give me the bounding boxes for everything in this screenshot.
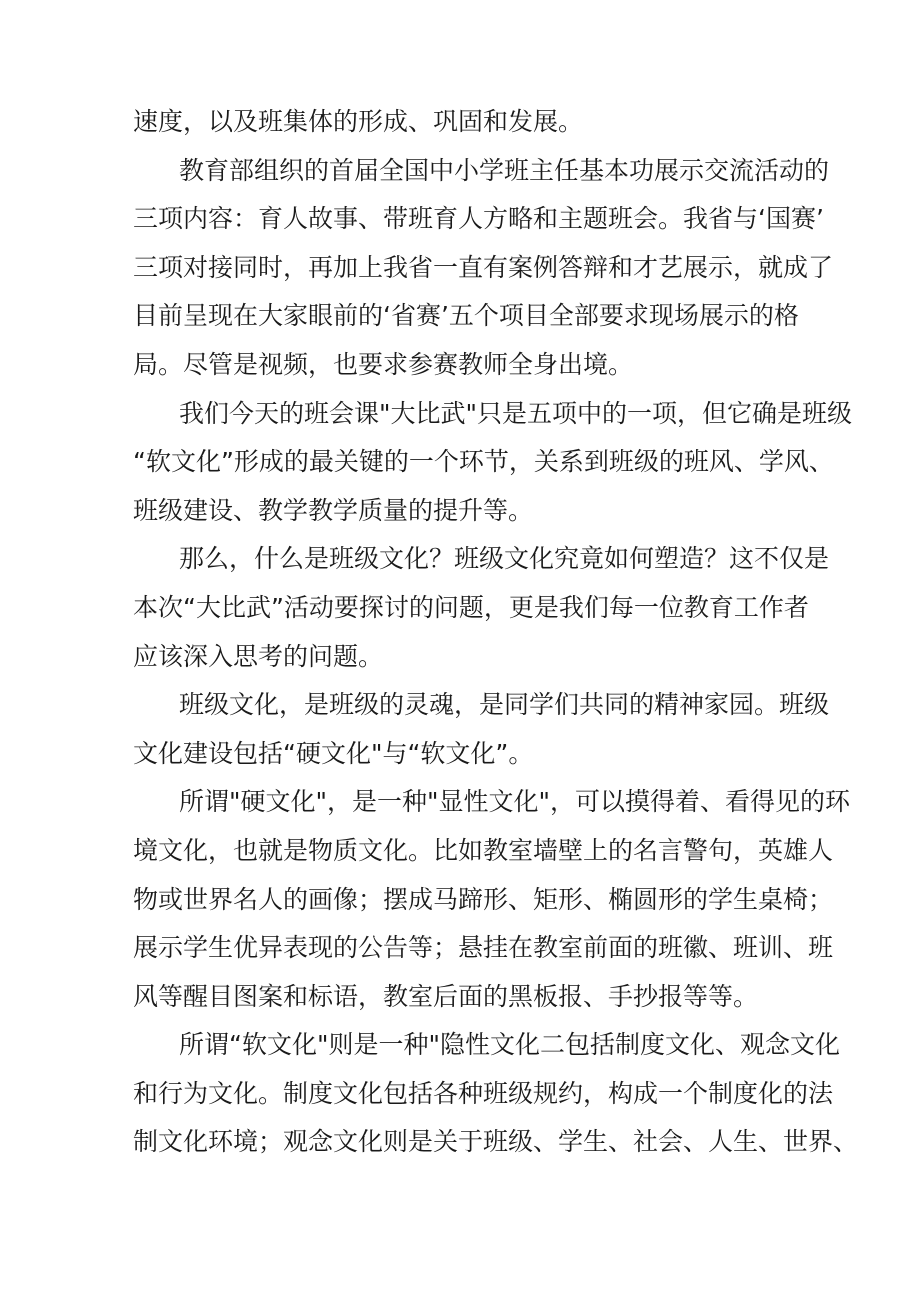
text-line: 本次“大比武”活动要探讨的问题，更是我们每一位教育工作者	[133, 592, 809, 622]
text-line: 班级建设、教学教学质量的提升等。	[133, 495, 534, 525]
text-line: 速度，以及班集体的形成、巩固和发展。	[133, 107, 584, 136]
text-line: 那么，什么是班级文化？班级文化究竟如何塑造？这不仅是	[179, 544, 830, 574]
text-line: 局。尽管是视频，也要求参赛教师全身出境。	[133, 349, 634, 379]
text-line: 教育部组织的首届全国中小学班主任基本功展示交流活动的	[179, 155, 830, 185]
text-line: 目前呈现在大家眼前的‘省赛’五个项目全部要求现场展示的格	[133, 301, 799, 331]
text-line: 文化建设包括“硬文化"与“软文化”。	[133, 738, 534, 768]
text-line: 三项内容：育人故事、带班育人方略和主题班会。我省与‘国赛’	[133, 204, 824, 234]
text-line: 班级文化，是班级的灵魂，是同学们共同的精神家园。班级	[179, 690, 830, 720]
text-line: 制文化环境；观念文化则是关于班级、学生、社会、人生、世界、	[133, 1127, 859, 1157]
text-line: 和行为文化。制度文化包括各种班级规约，构成一个制度化的法	[133, 1078, 834, 1108]
text-line: 物或世界名人的画像；摆成马蹄形、矩形、椭圆形的学生桌椅；	[133, 884, 834, 914]
text-line: 所谓“软文化"则是一种"隐性文化二包括制度文化、观念文化	[179, 1030, 840, 1060]
text-line: 应该深入思考的问题。	[133, 641, 384, 671]
text-line: 我们今天的班会课"大比武"只是五项中的一项，但它确是班级	[179, 398, 853, 428]
text-line: 境文化，也就是物质文化。比如教室墙壁上的名言警句，英雄人	[133, 835, 834, 865]
text-line: 展示学生优异表现的公告等；悬挂在教室前面的班徽、班训、班	[133, 933, 834, 963]
text-line: “软文化”形成的最关键的一个环节，关系到班级的班风、学风、	[133, 447, 834, 477]
document-body	[133, 98, 859, 1167]
text-line: 三项对接同时，再加上我省一直有案例答辩和才艺展示，就成了	[133, 252, 834, 282]
text-line: 风等醒目图案和标语，教室后面的黑板报、手抄报等等。	[133, 981, 759, 1011]
text-line: 所谓"硬文化"，是一种"显性文化"，可以摸得着、看得见的环	[179, 787, 850, 817]
